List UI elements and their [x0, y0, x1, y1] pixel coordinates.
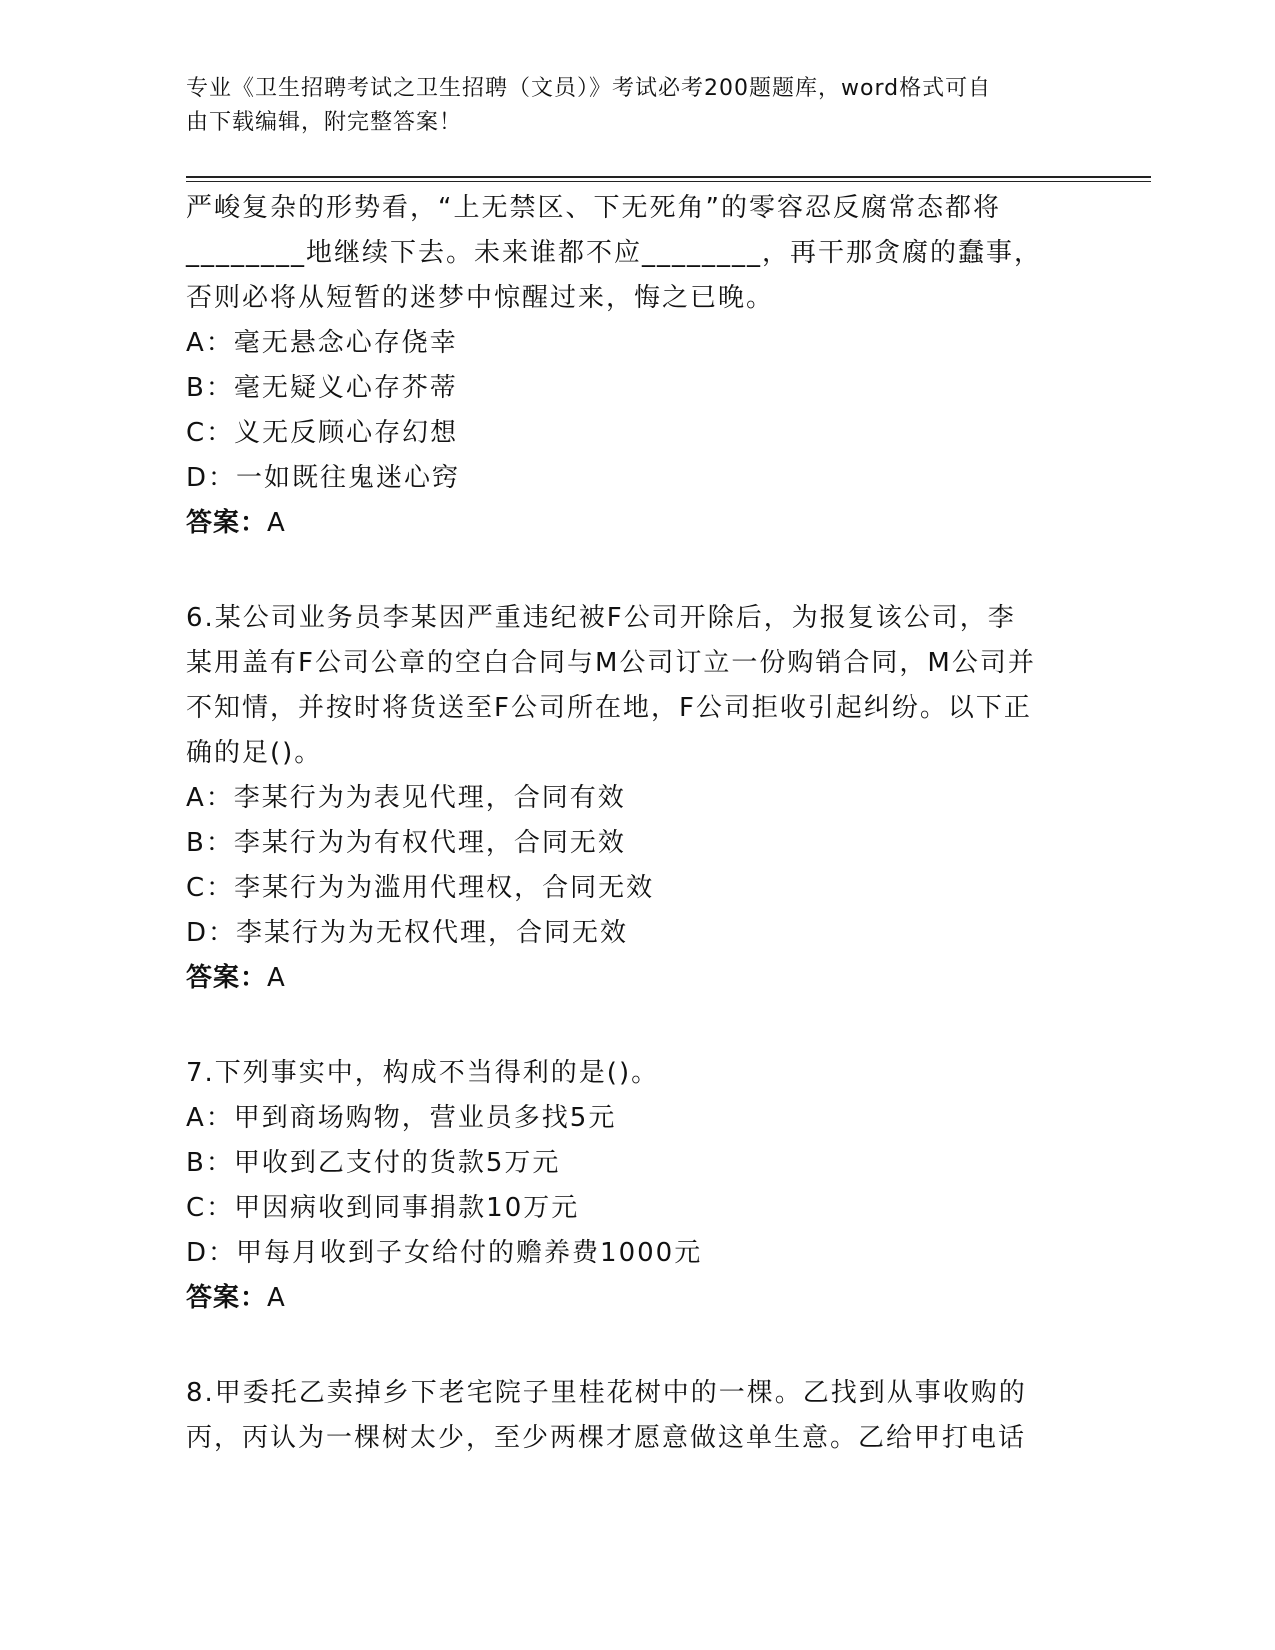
answer-label: 答案： — [186, 1283, 268, 1313]
question-text-line: 丙，丙认为一棵树太少，至少两棵才愿意做这单生意。乙给甲打电话 — [186, 1423, 1027, 1453]
answer-label: 答案： — [186, 963, 268, 993]
option-a: A：甲到商场购物，营业员多找5元 — [186, 1103, 617, 1133]
question-8 — [186, 1371, 1086, 1461]
answer — [186, 501, 1086, 546]
answer-value: A — [267, 508, 286, 538]
question-5 — [186, 186, 1086, 546]
question-7 — [186, 1051, 1086, 1321]
question-text-line: 确的足()。 — [186, 738, 323, 768]
header-line-2: 由下载编辑，附完整答案！ — [186, 110, 463, 135]
question-text-line: 严峻复杂的形势看，“上无禁区、下无死角”的零容忍反腐常态都将 — [186, 193, 1001, 223]
option-c: C：义无反顾心存幻想 — [186, 418, 459, 448]
question-text-line: 某用盖有F公司公章的空白合同与M公司订立一份购销合同，M公司并 — [186, 648, 1036, 678]
option-a: A：毫无悬念心存侥幸 — [186, 328, 458, 358]
header-line-1: 专业《卫生招聘考试之卫生招聘（文员）》考试必考200题题库，word格式可自 — [186, 76, 992, 101]
question-text-line: ________地继续下去。未来谁都不应________，再干那贪腐的蠢事， — [186, 238, 1043, 268]
answer-value: A — [267, 1283, 286, 1313]
answer — [186, 956, 1086, 1001]
option-b: B：甲收到乙支付的货款5万元 — [186, 1148, 561, 1178]
question-text-line: 7.下列事实中，构成不当得利的是()。 — [186, 1058, 660, 1088]
option-d: D：甲每月收到子女给付的赡养费1000元 — [186, 1238, 703, 1268]
option-d: D：一如既往鬼迷心窍 — [186, 463, 461, 493]
option-a: A：李某行为为表见代理，合同有效 — [186, 783, 626, 813]
question-6 — [186, 596, 1086, 1001]
question-text-line: 6.某公司业务员李某因严重违纪被F公司开除后，为报复该公司，李 — [186, 603, 1016, 633]
option-b: B：毫无疑义心存芥蒂 — [186, 373, 458, 403]
header-divider — [186, 176, 1151, 182]
option-c: C：甲因病收到同事捐款10万元 — [186, 1193, 580, 1223]
option-d: D：李某行为为无权代理，合同无效 — [186, 918, 629, 948]
document-header — [186, 72, 1066, 140]
document-body — [186, 186, 1086, 1461]
question-text-line: 8.甲委托乙卖掉乡下老宅院子里桂花树中的一棵。乙找到从事收购的 — [186, 1378, 1027, 1408]
option-b: B：李某行为为有权代理，合同无效 — [186, 828, 626, 858]
question-text-line: 否则必将从短暂的迷梦中惊醒过来，悔之已晚。 — [186, 283, 775, 313]
answer-value: A — [267, 963, 286, 993]
answer — [186, 1276, 1086, 1321]
option-c: C：李某行为为滥用代理权，合同无效 — [186, 873, 655, 903]
question-text-line: 不知情，并按时将货送至F公司所在地，F公司拒收引起纠纷。以下正 — [186, 693, 1032, 723]
answer-label: 答案： — [186, 508, 268, 538]
